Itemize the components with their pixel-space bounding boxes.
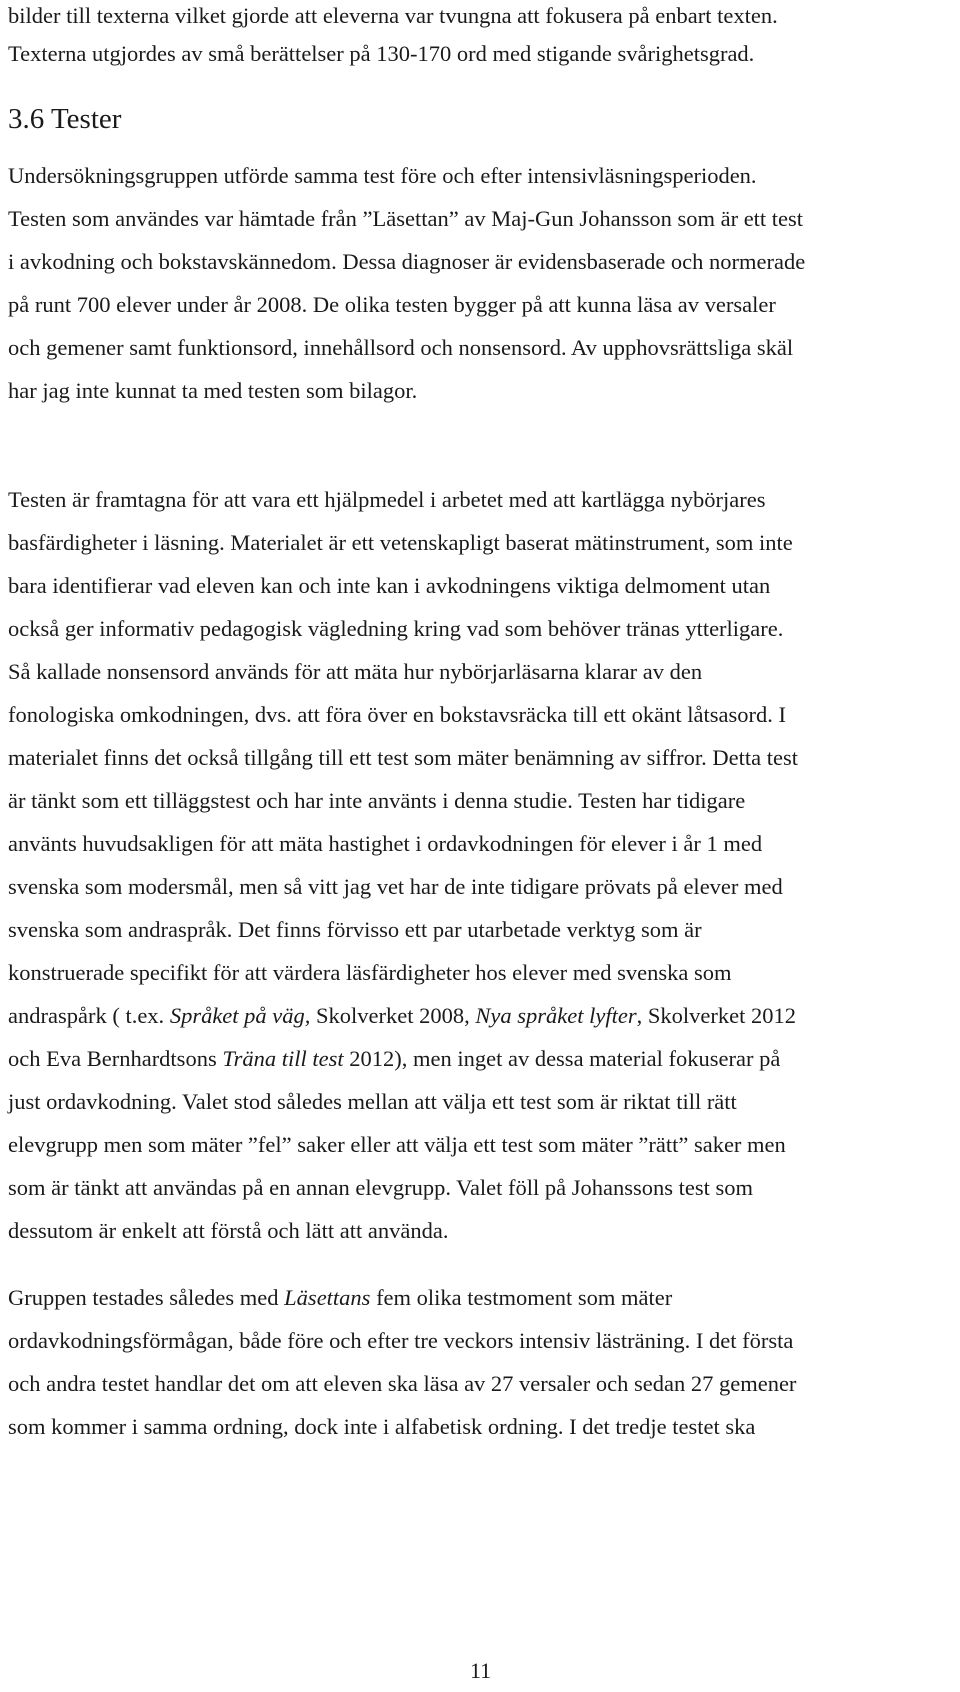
text-line: basfärdigheter i läsning. Materialet är ett vetenskapligt baserat mätinstrument, som inte [8,530,793,555]
italic-title: Läsettans [284,1285,371,1310]
text-span: och Eva Bernhardtsons [8,1046,223,1071]
text-line: just ordavkodning. Valet stod således mellan att välja ett test som är riktat till rätt [8,1089,737,1114]
text-line: svenska som modersmål, men så vitt jag vet har de inte tidigare prövats på elever med [8,874,783,899]
text-span: 2012), men inget av dessa material fokuserar på [343,1046,781,1071]
italic-title: Träna till test [222,1046,344,1071]
section-heading: 3.6 Tester [8,103,122,135]
text-line: och andra testet handlar det om att eleven ska läsa av 27 versaler och sedan 27 gemener [8,1371,797,1396]
text-line: använts huvudsakligen för att mäta hastighet i ordavkodningen för elever i år 1 med [8,831,763,856]
text-span: andraspårk ( t.ex. [8,1003,170,1028]
text-line: och gemener samt funktionsord, innehållsord och nonsensord. Av upphovsrättsliga skäl [8,335,794,360]
text-line: dessutom är enkelt att förstå och lätt att använda. [8,1218,449,1243]
text-line: bilder till texterna vilket gjorde att eleverna var tvungna att fokusera på enbart texten. [8,3,778,28]
text-line: är tänkt som ett tilläggstest och har inte använts i denna studie. Testen har tidigare [8,788,746,813]
text-line: också ger informativ pedagogisk vägledning kring vad som behöver tränas ytterligare. [8,616,784,641]
text-line: Så kallade nonsensord används för att mäta hur nybörjarläsarna klarar av den [8,659,703,684]
text-line: Testen som användes var hämtade från ”Läsettan” av Maj-Gun Johansson som är ett test [8,206,804,231]
italic-title: Nya språket lyfter [475,1003,637,1028]
text-line: som kommer i samma ordning, dock inte i alfabetisk ordning. I det tredje testet ska [8,1414,756,1439]
text-line: har jag inte kunnat ta med testen som bilagor. [8,378,418,403]
text-line [8,1283,672,1313]
text-line: materialet finns det också tillgång till ett test som mäter benämning av siffror. Detta test [8,745,799,770]
text-line: svenska som andraspråk. Det finns förvisso ett par utarbetade verktyg som är [8,917,702,942]
text-line: ordavkodningsförmågan, både före och efter tre veckors intensiv lästräning. I det första [8,1328,794,1353]
text-line: fonologiska omkodningen, dvs. att föra över en bokstavsräcka till ett okänt låtsasord. I [8,702,786,727]
text-span: , Skolverket 2012 [636,1003,796,1028]
italic-title: Språket på väg, [169,1003,311,1028]
text-line: på runt 700 elever under år 2008. De olika testen bygger på att kunna läsa av versaler [8,292,776,317]
text-line: i avkodning och bokstavskännedom. Dessa diagnoser är evidensbaserade och normerade [8,249,806,274]
text-line: konstruerade specifikt för att värdera läsfärdigheter hos elever med svenska som [8,960,732,985]
text-line: bara identifierar vad eleven kan och inte kan i avkodningens viktiga delmoment utan [8,573,771,598]
page-number: 11 [470,1658,492,1683]
text-line: elevgrupp men som mäter ”fel” saker eller att välja ett test som mäter ”rätt” saker men [8,1132,786,1157]
text-span: fem olika testmoment som mäter [370,1285,673,1310]
text-span: Gruppen testades således med [8,1285,285,1310]
text-line: Undersökningsgruppen utförde samma test före och efter intensivläsningsperioden. [8,163,757,188]
text-line: Texterna utgjordes av små berättelser på 130-170 ord med stigande svårighetsgrad. [8,41,755,66]
text-line: som är tänkt att användas på en annan elevgrupp. Valet föll på Johanssons test som [8,1175,754,1200]
text-span: Skolverket 2008, [310,1003,476,1028]
text-line [8,1044,780,1074]
text-line: Testen är framtagna för att vara ett hjälpmedel i arbetet med att kartlägga nybörjares [8,487,766,512]
text-line [8,1001,796,1031]
